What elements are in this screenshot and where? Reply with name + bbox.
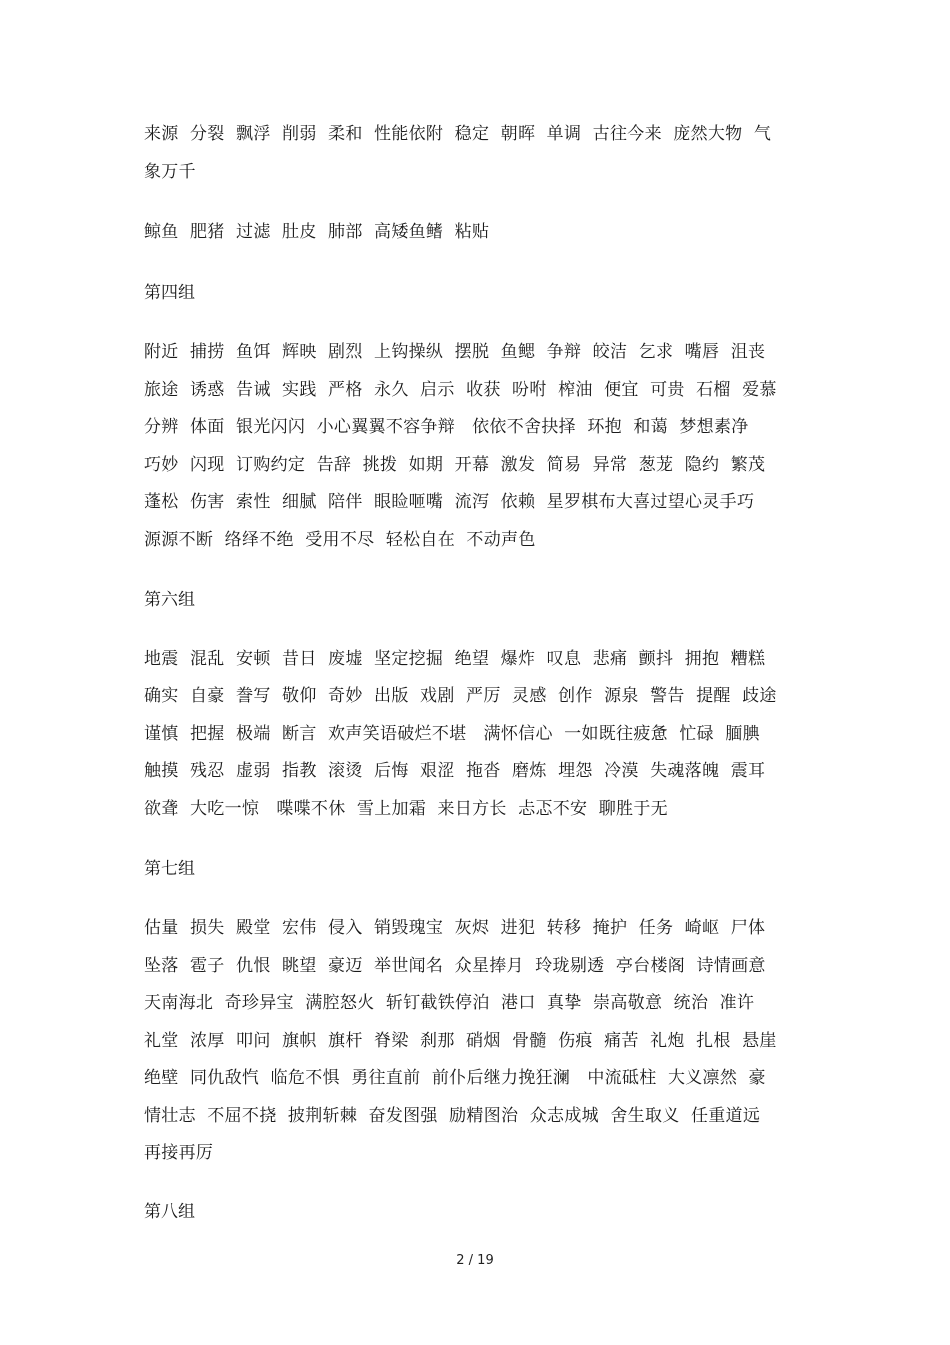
section-heading: 第六组: [144, 590, 195, 610]
text-line: 谨慎 把握 极端 断言 欢声笑语破烂不堪 满怀信心 一如既往疲惫 忙碌 腼腆: [144, 724, 760, 744]
text-line: 欲聋 大吃一惊 喋喋不休 雪上加霜 来日方长 忐忑不安 聊胜于无: [144, 799, 668, 819]
text-line: 估量 损失 殿堂 宏伟 侵入 销毁瑰宝 灰烬 进犯 转移 掩护 任务 崎岖 尸体: [144, 918, 766, 938]
text-line: 天南海北 奇珍异宝 满腔怒火 斩钉截铁停泊 港口 真挚 崇高敬意 统治 准许: [144, 993, 755, 1013]
text-line: 来源 分裂 飘浮 削弱 柔和 性能依附 稳定 朝晖 单调 古往今来 庞然大物 气: [144, 124, 772, 144]
text-line: 坠落 雹子 仇恨 眺望 豪迈 举世闻名 众星捧月 玲珑剔透 亭台楼阁 诗情画意: [144, 956, 766, 976]
section-heading: 第四组: [144, 283, 195, 303]
text-line: 巧妙 闪现 订购约定 告辞 挑拨 如期 开幕 激发 简易 异常 葱茏 隐约 繁茂: [144, 455, 766, 475]
section-heading: 第八组: [144, 1202, 195, 1222]
text-line: 确实 自豪 誊写 敬仰 奇妙 出版 戏剧 严厉 灵感 创作 源泉 警告 提醒 歧途: [144, 686, 777, 706]
text-line: 绝壁 同仇敌忾 临危不惧 勇往直前 前仆后继力挽狂澜 中流砥柱 大义凛然 豪: [144, 1068, 766, 1088]
text-line: 象万千: [144, 162, 196, 182]
text-line: 地震 混乱 安顿 昔日 废墟 坚定挖掘 绝望 爆炸 叹息 悲痛 颤抖 拥抱 糟糕: [144, 649, 766, 669]
page-number: 2 / 19: [456, 1253, 494, 1268]
text-line: 再接再厉: [144, 1143, 214, 1163]
text-line: 触摸 残忍 虚弱 指教 滚烫 后悔 艰涩 拖沓 磨炼 埋怨 冷漠 失魂落魄 震耳: [144, 761, 766, 781]
text-line: 源源不断 络绎不绝 受用不尽 轻松自在 不动声色: [144, 530, 536, 550]
text-line: 旅途 诱惑 告诫 实践 严格 永久 启示 收获 吩咐 榨油 便宜 可贵 石榴 爱慕: [144, 380, 777, 400]
section-heading: 第七组: [144, 859, 195, 879]
text-line: 鲸鱼 肥猪 过滤 肚皮 肺部 高矮鱼鳍 粘贴: [144, 222, 490, 242]
text-line: 附近 捕捞 鱼饵 辉映 剧烈 上钩操纵 摆脱 鱼鳃 争辩 皎洁 乞求 嘴唇 沮丧: [144, 342, 766, 362]
text-line: 分辨 体面 银光闪闪 小心翼翼不容争辩 依依不舍抉择 环抱 和蔼 梦想素净: [144, 417, 749, 437]
text-line: 礼堂 浓厚 叩问 旗帜 旗杆 脊梁 刹那 硝烟 骨髓 伤痕 痛苦 礼炮 扎根 悬崖: [144, 1031, 777, 1051]
text-line: 情壮志 不屈不挠 披荆斩棘 奋发图强 励精图治 众志成城 舍生取义 任重道远: [144, 1106, 761, 1126]
text-line: 蓬松 伤害 索性 细腻 陪伴 眼睑咂嘴 流泻 依赖 星罗棋布大喜过望心灵手巧: [144, 492, 755, 512]
